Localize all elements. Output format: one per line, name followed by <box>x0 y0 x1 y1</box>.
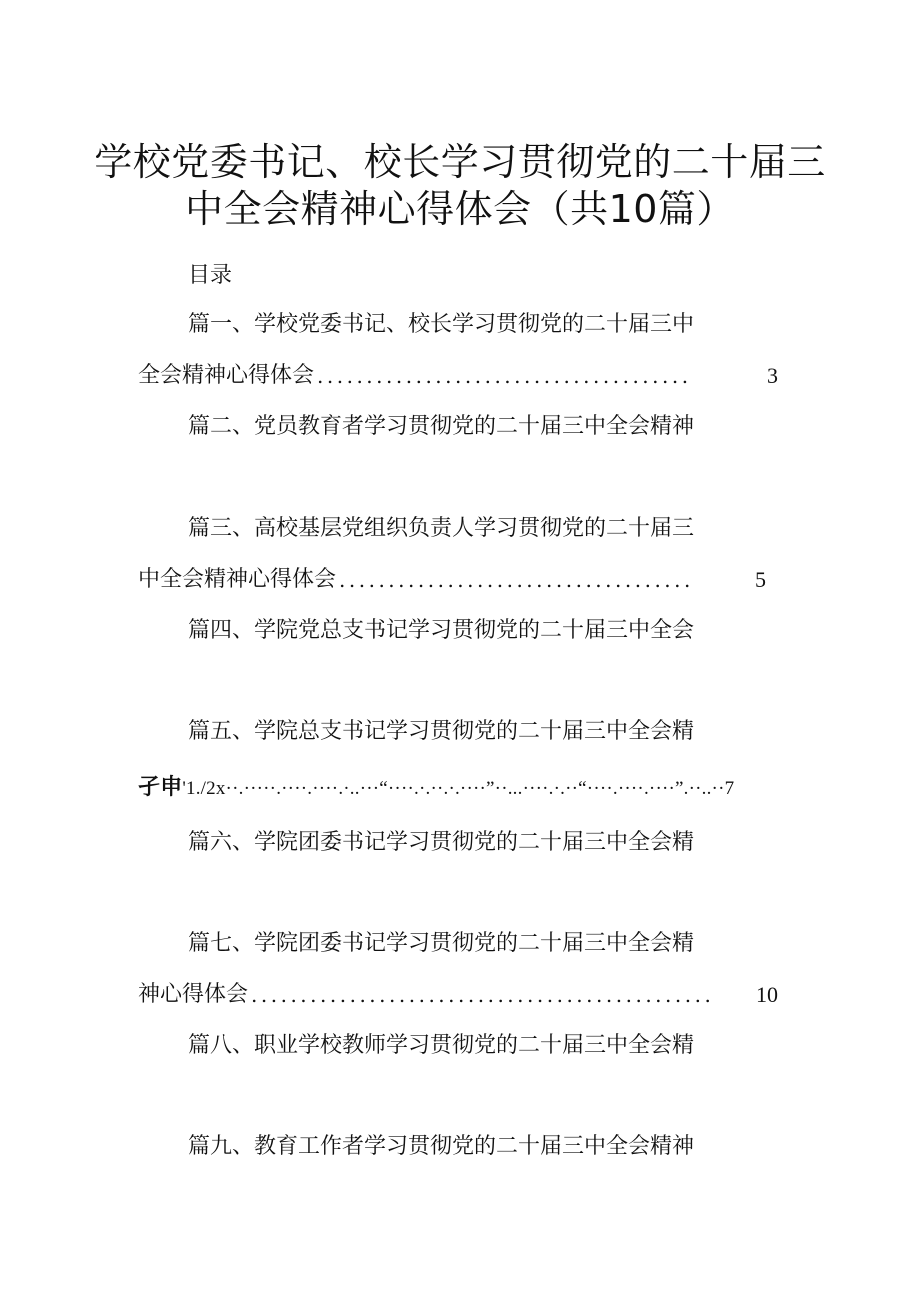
toc-entry-3-continuation[interactable] <box>138 565 766 595</box>
document-title-line-1: 学校党委书记、校长学习贯彻党的二十届三 <box>94 140 826 184</box>
toc-entry-5-garbled-head: 孑申 <box>138 775 183 800</box>
toc-entry-1-line[interactable]: 篇一、学校党委书记、校长学习贯彻党的二十届三中 <box>188 312 695 337</box>
toc-entry-7-dot-leader: ............................................... <box>251 983 715 1007</box>
toc-entry-1-continuation[interactable] <box>138 361 778 391</box>
toc-entry-1-continuation-text: 全会精神心得体会 <box>138 363 315 388</box>
toc-entry-1-dot-leader: ...................................... <box>317 364 692 388</box>
toc-entry-3-page-number: 5 <box>755 567 766 592</box>
toc-entry-5-line[interactable]: 篇五、学院总支书记学习贯彻党的二十届三中全会精 <box>188 719 695 744</box>
document-title-line-2: 中全会精神心得体会（共10篇） <box>185 187 735 231</box>
toc-entry-9-line[interactable]: 篇九、教育工作者学习贯彻党的二十届三中全会精神 <box>188 1134 695 1159</box>
toc-entry-7-line[interactable]: 篇七、学院团委书记学习贯彻党的二十届三中全会精 <box>188 931 695 956</box>
toc-entry-7-page-number: 10 <box>756 982 778 1007</box>
toc-entry-3-line[interactable]: 篇三、高校基层党组织负责人学习贯彻党的二十届三 <box>188 516 695 541</box>
toc-entry-7-continuation[interactable] <box>138 980 778 1010</box>
toc-entry-6-line[interactable]: 篇六、学院团委书记学习贯彻党的二十届三中全会精 <box>188 830 695 855</box>
toc-entry-1-page-number: 3 <box>767 363 778 388</box>
toc-entry-4-line[interactable]: 篇四、学院党总支书记学习贯彻党的二十届三中全会 <box>188 618 695 643</box>
toc-entry-5-garbled-tail: '1./2x··.·····.····.····.·..···“····.·.··.·.····”··...····.·.··“····.····.····”.··..··7 <box>182 778 735 799</box>
toc-entry-7-continuation-text: 神心得体会 <box>138 982 249 1007</box>
toc-entry-8-line[interactable]: 篇八、职业学校教师学习贯彻党的二十届三中全会精 <box>188 1033 695 1058</box>
toc-heading: 目录 <box>188 263 233 288</box>
toc-entry-3-dot-leader: .................................... <box>339 568 694 592</box>
toc-entry-3-continuation-text: 中全会精神心得体会 <box>138 567 337 592</box>
toc-entry-5-garbled-line[interactable] <box>138 773 734 804</box>
toc-entry-2-line[interactable]: 篇二、党员教育者学习贯彻党的二十届三中全会精神 <box>188 414 695 439</box>
